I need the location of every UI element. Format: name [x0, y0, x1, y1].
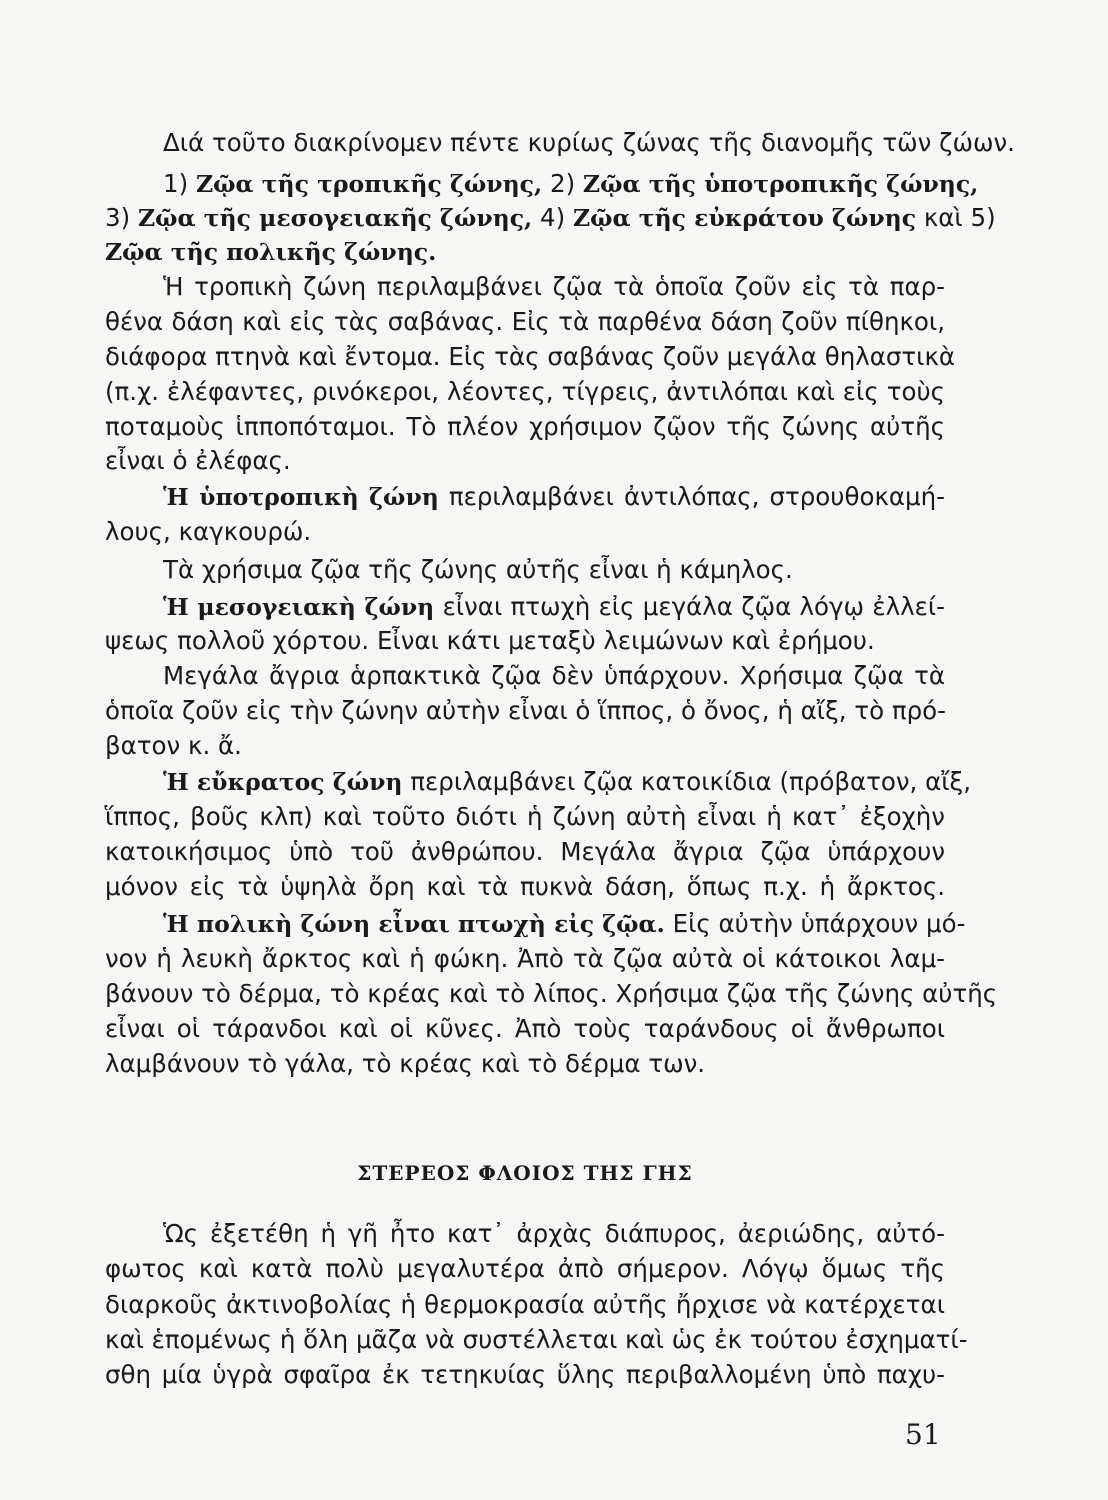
polar-line: βάνουν τὸ δέρμα, τὸ κρέας καὶ τὸ λίπος. Χρήσιμα ζῷα τῆς ζώνης αὐτῆς — [105, 979, 998, 1008]
subtropical-line: λους, καγκουρώ. — [105, 517, 312, 546]
subtropical-line — [105, 480, 945, 514]
zone-title: Ἡ πολικὴ ζώνη εἶναι πτωχὴ εἰς ζῷα. — [163, 910, 665, 938]
tropical-line: Ἡ τροπικὴ ζώνη περιλαμβάνει ζῷα τὰ ὁποῖα ζοῦν εἰς τὰ παρ- — [163, 272, 945, 301]
number: 4) — [532, 203, 573, 232]
number: 1) — [163, 169, 196, 198]
zones-list-line-2 — [105, 201, 996, 235]
paragraph-intro: Διά τοῦτο διακρίνομεν πέντε κυρίως ζώνας τῆς διανομῆς τῶν ζώων. — [163, 128, 1015, 157]
mediterranean-line: βατον κ. ἄ. — [105, 731, 242, 760]
crust-line: φωτος καὶ κατὰ πολὺ μεγαλυτέρα ἀπὸ σήμερον. Λόγῳ ὅμως τῆς — [105, 1254, 945, 1283]
polar-line: λαμβάνουν τὸ γάλα, τὸ κρέας καὶ τὸ δέρμα των. — [105, 1049, 706, 1078]
tropical-line: εἶναι ὁ ἐλέφας. — [105, 446, 291, 475]
mediterranean-line: Μεγάλα ἄγρια ἁρπακτικὰ ζῷα δὲν ὑπάρχουν. Χρήσιμα ζῷα τὰ — [163, 661, 945, 690]
tropical-line: ποταμοὺς ἱπποπόταμοι. Τὸ πλέον χρήσιμον ζῷον τῆς ζώνης αὐτῆς — [105, 412, 945, 441]
zone-title: Ζῷα τῆς μεσογειακῆς ζώνης, — [137, 204, 533, 232]
zones-list-line-3 — [105, 235, 945, 269]
temperate-line: ἵππος, βοῦς κλπ) καὶ τοῦτο διότι ἡ ζώνη αὐτὴ εἶναι ἡ κατ᾿ ἐξοχὴν — [105, 802, 945, 831]
zone-title: Ἡ μεσογειακὴ ζώνη — [163, 593, 435, 621]
number: 3) — [105, 203, 138, 232]
text: καὶ 5) — [916, 203, 996, 232]
polar-line: εἶναι οἱ τάρανδοι καὶ οἱ κῦνες. Ἀπὸ τοὺς ταράνδους οἱ ἄνθρωποι — [105, 1014, 945, 1043]
temperate-line — [105, 765, 972, 799]
zone-title: Ζῷα τῆς πολικῆς ζώνης. — [105, 238, 437, 266]
crust-line: σθη μία ὑγρὰ σφαῖρα ἐκ τετηκυίας ὕλης περιβαλλομένη ὑπὸ παχυ- — [105, 1360, 945, 1389]
number: 2) — [542, 169, 583, 198]
zone-title: Ζῷα τῆς ὑποτροπικῆς ζώνης, — [582, 170, 979, 198]
zones-list-line-1 — [105, 167, 979, 201]
text: περιλαμβάνει ἀντιλόπας, στρουθοκαμή- — [438, 482, 945, 511]
text: περιλαμβάνει ζῷα κατοικίδια (πρόβατον, αἴξ, — [402, 767, 972, 796]
section-heading: ΣΤΕΡΕΟΣ ΦΛΟΙΟΣ ΤΗΣ ΓΗΣ — [357, 1161, 693, 1185]
crust-line: Ὡς ἐξετέθη ἡ γῆ ἦτο κατ᾿ ἀρχὰς διάπυρος, ἀεριώδης, αὐτό- — [163, 1219, 945, 1248]
tropical-line: (π.χ. ἐλέφαντες, ρινόκεροι, λέοντες, τίγρεις, ἀντιλόπαι καὶ εἰς τοὺς — [105, 377, 945, 406]
text: εἶναι πτωχὴ εἰς μεγάλα ζῷα λόγῳ ἐλλεί- — [434, 592, 945, 621]
page-number: 51 — [905, 1418, 941, 1451]
zone-title: Ζῷα τῆς τροπικῆς ζώνης, — [195, 170, 543, 198]
zone-title: Ζῷα τῆς εὐκράτου ζώνης — [572, 204, 917, 232]
mediterranean-line — [105, 590, 945, 624]
polar-line: νον ἡ λευκὴ ἄρκτος καὶ ἡ φώκη. Ἀπὸ τὰ ζῷα αὐτὰ οἱ κάτοικοι λαμ- — [105, 944, 945, 973]
crust-line: διαρκοῦς ἀκτινοβολίας ἡ θερμοκρασία αὐτῆς ἤρχισε νὰ κατέρχεται — [105, 1290, 945, 1319]
text: Εἰς αὐτὴν ὑπάρχουν μό- — [664, 909, 966, 938]
temperate-line: μόνον εἰς τὰ ὑψηλὰ ὄρη καὶ τὰ πυκνὰ δάση, ὅπως π.χ. ἡ ἄρκτος. — [105, 872, 945, 901]
zone-title: Ἡ εὔκρατος ζώνη — [163, 768, 403, 796]
temperate-line: κατοικήσιμος ὑπὸ τοῦ ἀνθρώπου. Μεγάλα ἄγρια ζῷα ὑπάρχουν — [105, 837, 945, 866]
mediterranean-line: ψεως πολλοῦ χόρτου. Εἶναι κάτι μεταξὺ λειμώνων καὶ ἐρήμου. — [105, 626, 875, 655]
polar-line — [105, 907, 966, 941]
tropical-line: διάφορα πτηνὰ καὶ ἔντομα. Εἰς τὰς σαβάνας ζοῦν μεγάλα θηλαστικὰ — [105, 342, 956, 371]
zone-title: Ἡ ὑποτροπικὴ ζώνη — [163, 483, 439, 511]
subtropical-line: Τὰ χρήσιμα ζῷα τῆς ζώνης αὐτῆς εἶναι ἡ κάμηλος. — [163, 555, 793, 584]
tropical-line: θένα δάση καὶ εἰς τὰς σαβάνας. Εἰς τὰ παρθένα δάση ζοῦν πίθηκοι, — [105, 307, 945, 336]
mediterranean-line: ὁποῖα ζοῦν εἰς τὴν ζώνην αὐτὴν εἶναι ὁ ἵππος, ὁ ὄνος, ἡ αἴξ, τὸ πρό- — [105, 696, 946, 725]
crust-line: καὶ ἑπομένως ἡ ὅλη μᾶζα νὰ συστέλλεται καὶ ὡς ἐκ τούτου ἐσχηματί- — [105, 1325, 968, 1354]
